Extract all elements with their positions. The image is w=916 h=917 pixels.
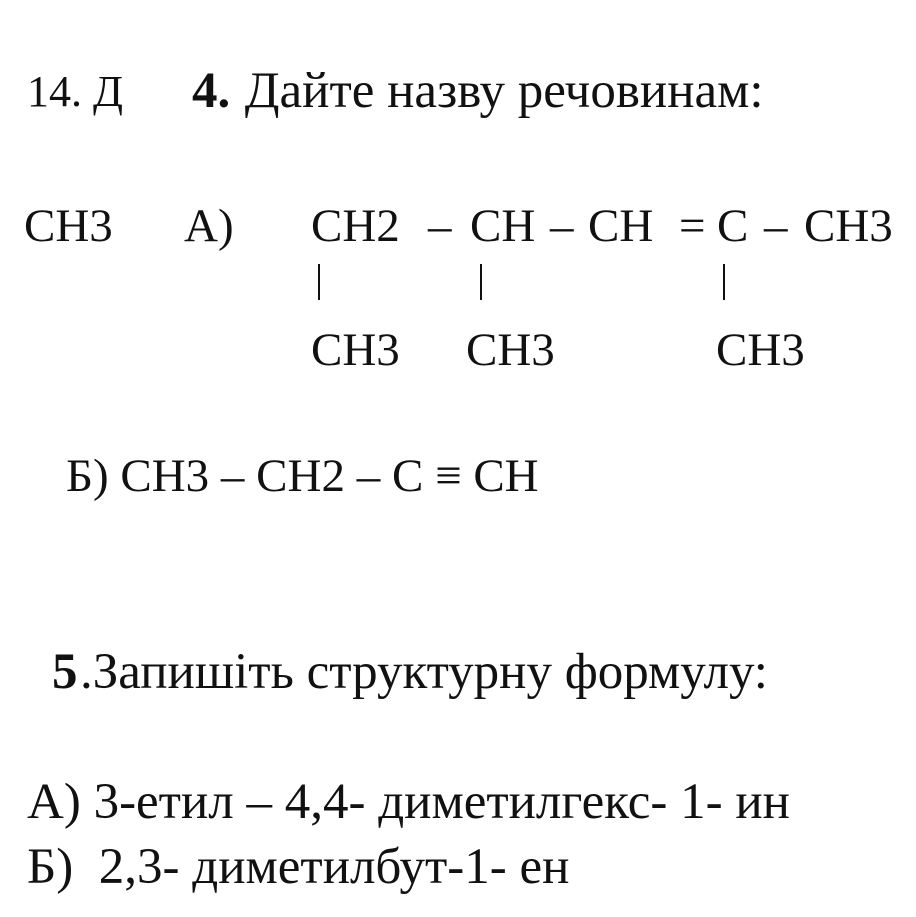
question-5-number: 5 — [52, 644, 78, 700]
chain-bond-3: = — [679, 200, 706, 252]
question-5-text: .Запишіть структурну формулу: — [80, 644, 768, 700]
chain-bond-2: – — [550, 200, 574, 252]
molecule-a-label: А) — [184, 200, 234, 252]
substituent-1: CH3 — [311, 324, 400, 376]
chain-atom-2: CH — [470, 200, 536, 252]
chain-bond-4: – — [764, 200, 788, 252]
chain-atom-1: CH2 — [311, 200, 400, 252]
substituent-3: CH3 — [716, 324, 805, 376]
problem-number: 14. Д — [27, 67, 124, 116]
stray-ch3-label: CH3 — [24, 200, 113, 252]
vertical-bond-3 — [723, 264, 725, 300]
chain-atom-4: C — [717, 200, 749, 252]
substituent-2: CH3 — [466, 324, 555, 376]
chain-bond-1: – — [428, 200, 452, 252]
vertical-bond-2 — [480, 264, 482, 300]
vertical-bond-1 — [318, 264, 320, 300]
chain-atom-5: CH3 — [804, 200, 893, 252]
task-b: Б) 2,3- диметилбут-1- ен — [27, 839, 570, 895]
task-a: А) 3-етил – 4,4- диметилгекс- 1- ин — [27, 774, 790, 830]
chain-atom-3: CH — [588, 200, 654, 252]
molecule-b-formula: Б) CH3 – CH2 – C ≡ CH — [66, 450, 539, 502]
question-4-number: 4. — [192, 63, 231, 119]
question-4-text: Дайте назву речовинам: — [232, 63, 764, 119]
